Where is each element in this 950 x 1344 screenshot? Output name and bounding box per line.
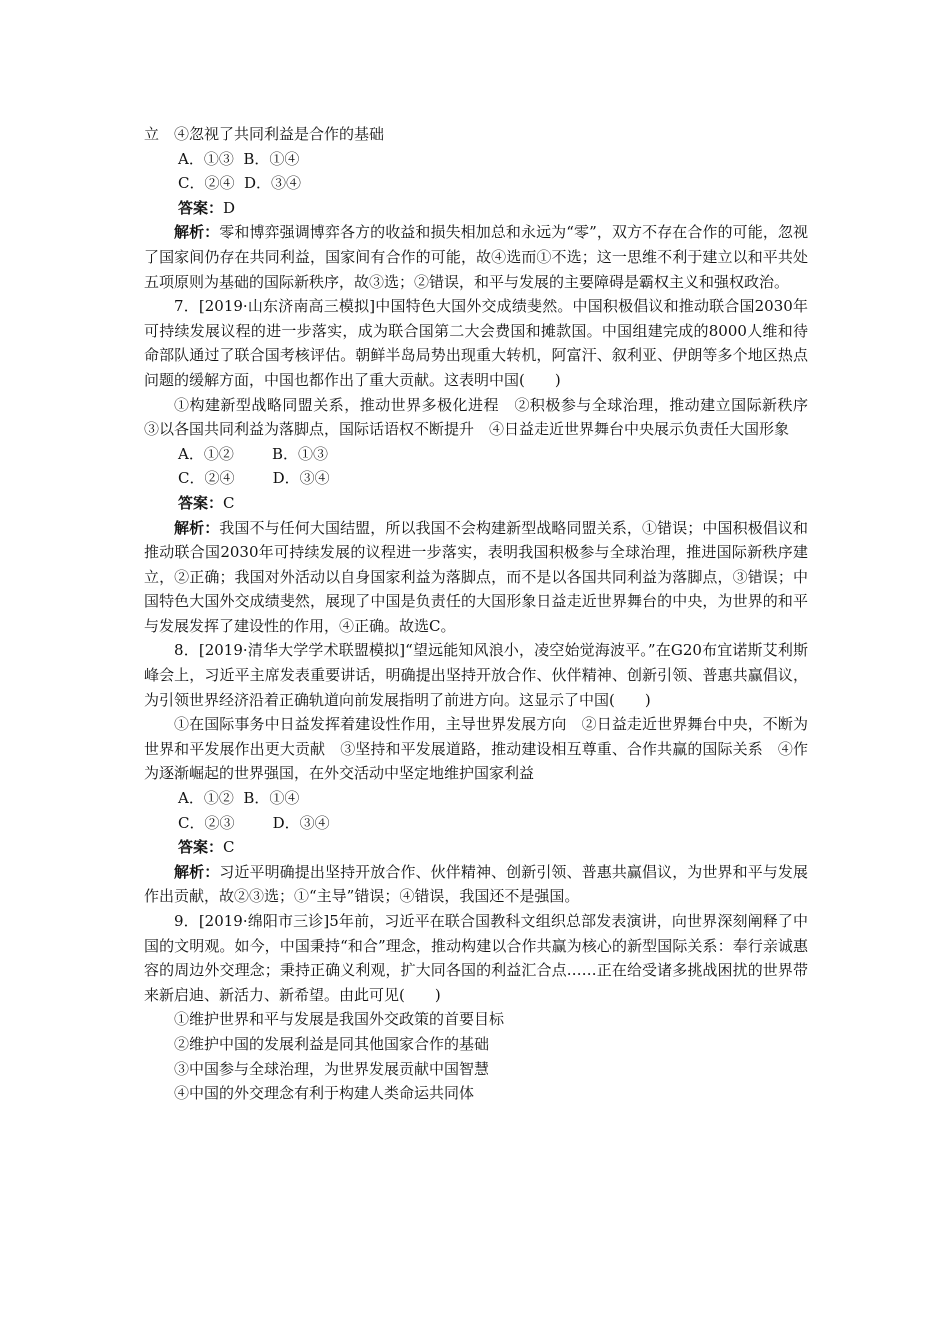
q7-options-row-2: C．②④ D．③④ [178,469,330,488]
q6-options-row-2: C．②④ D．③④ [178,174,302,193]
q9-choice-1: ①维护世界和平与发展是我国外交政策的首要目标 [174,1010,505,1029]
explanation-label: 解析： [174,518,220,537]
q8-choices: ①在国际事务中日益发挥着建设性作用，主导世界发展方向 ②日益走近世界舞台中央，不断为世界和平发展作出更大贡献 ③坚持和平发展道路，推动建设相互尊重、合作共赢的国际关系 ④作为逐渐崛起的世界强国，在外交活动中坚定地维护国家利益 [144,715,808,783]
explanation-text: 习近平明确提出坚持开放合作、伙伴精神、创新引领、普惠共赢倡议，为世界和平与发展作出贡献，故②③选；①“主导”错误；④错误，我国还不是强国。 [144,862,808,906]
explanation-label: 解析： [174,862,220,881]
q7-answer [144,491,808,516]
q9-choice-4: ④中国的外交理念有利于构建人类命运共同体 [174,1084,475,1103]
q8-explanation [144,860,808,909]
q6-answer [144,196,808,221]
q8-options-row-2: C．②③ D．③④ [178,813,330,832]
document-content [144,122,824,1106]
q6-stem-tail: 立 ④忽视了共同利益是合作的基础 [144,125,385,143]
q7-explanation [144,516,808,639]
q9-choice-3: ③中国参与全球治理，为世界发展贡献中国智慧 [174,1059,490,1078]
answer-label: 答案： [178,838,224,857]
answer-value: C [223,493,235,512]
explanation-text: 零和博弈强调博弈各方的收益和损失相加总和永远为“零”，双方不存在合作的可能，忽视了国家间仍存在共同利益，国家间有合作的可能，故④选而①不选；这一思维不利于建立以和平共处五项原则为基础的国际新秩序，故③选；②错误，和平与发展的主要障碍是霸权主义和强权政治。 [144,223,808,291]
explanation-label: 解析： [174,223,220,242]
q8-stem: 8．[2019·清华大学学术联盟模拟]“望远能知风浪小，凌空始觉海波平。”在G20布宜诺斯艾利斯峰会上，习近平主席发表重要讲话，明确提出坚持开放合作、伙伴精神、创新引领、普惠共赢倡议，为引领世界经济沿着正确轨道向前发展指明了前进方向。这显示了中国( ) [144,641,808,709]
q6-explanation [144,220,808,294]
q9-stem: 9．[2019·绵阳市三诊]5年前，习近平在联合国教科文组织总部发表演讲，向世界深刻阐释了中国的文明观。如今，中国秉持“和合”理念，推动构建以合作共赢为核心的新型国际关系：奉行亲诚惠容的周边外交理念；秉持正确义利观，扩大同各国的利益汇合点……正在给受诸多挑战困扰的世界带来新启迪、新活力、新希望。由此可见( ) [144,912,808,1004]
answer-value: D [223,198,236,217]
answer-label: 答案： [178,198,224,217]
q8-options-row-1: A．①② B．①④ [178,789,300,808]
answer-label: 答案： [178,493,224,512]
explanation-text: 我国不与任何大国结盟，所以我国不会构建新型战略同盟关系，①错误；中国积极倡议和推动联合国2030年可持续发展的议程进一步落实，表明我国积极参与全球治理，推进国际新秩序建立，②正确；我国对外活动以自身国家利益为落脚点，而不是以各国共同利益为落脚点，③错误；中国特色大国外交成绩斐然，展现了中国是负责任的大国形象日益走近世界舞台的中央，为世界的和平与发展发挥了建设性的作用，④正确。故选C。 [144,518,808,635]
q9-choice-2: ②维护中国的发展利益是同其他国家合作的基础 [174,1034,490,1053]
q8-answer [144,835,808,860]
q7-stem: 7．[2019·山东济南高三模拟]中国特色大国外交成绩斐然。中国积极倡议和推动联合国2030年可持续发展议程的进一步落实，成为联合国第二大会费国和摊款国。中国组建完成的8000人维和待命部队通过了联合国考核评估。朝鲜半岛局势出现重大转机，阿富汗、叙利亚、伊朗等多个地区热点问题的缓解方面，中国也都作出了重大贡献。这表明中国( ) [144,297,808,389]
q7-options-row-1: A．①② B．①③ [178,444,329,463]
answer-value: C [223,838,235,857]
q6-options-row-1: A．①③ B．①④ [178,149,300,168]
q7-choices: ①构建新型战略同盟关系，推动世界多极化进程 ②积极参与全球治理，推动建立国际新秩序 ③以各国共同利益为落脚点，国际话语权不断提升 ④日益走近世界舞台中央展示负责任大国形象 [144,395,824,439]
